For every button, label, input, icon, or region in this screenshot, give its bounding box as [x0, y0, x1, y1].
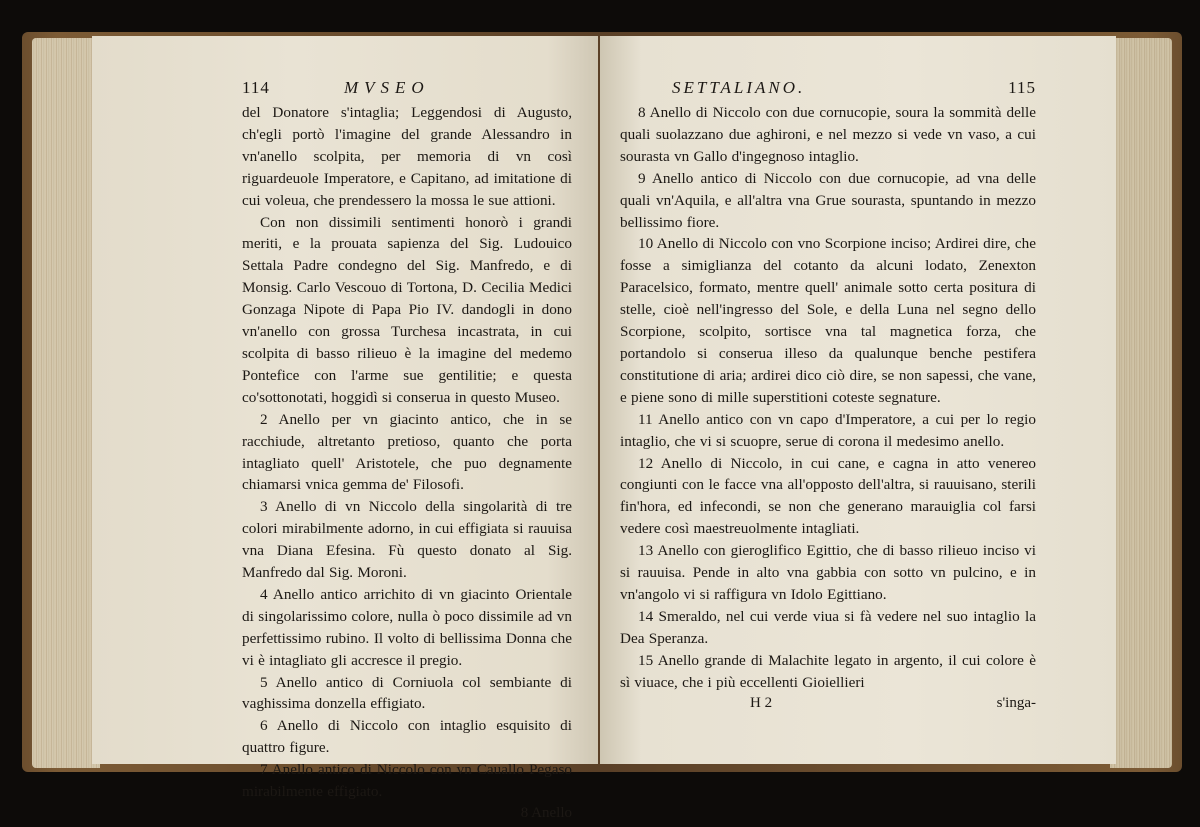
open-book [22, 28, 1182, 821]
paragraph: 7 Anello antico di Niccolo con vn Cauallo Pegaso mirabilmente effigiato. [242, 761, 572, 801]
paragraph: 9 Anello antico di Niccolo con due cornucopie, ad vna delle quali vn'Aquila, e all'altra vna Grue sourasta, spuntando in mezzo bellissimo fiore. [620, 169, 1036, 231]
right-page-number: 115 [1008, 78, 1036, 97]
paragraph: 6 Anello di Niccolo con intaglio esquisito di quattro figure. [242, 717, 572, 757]
left-running-head [242, 78, 572, 102]
right-catchword: s'inga- [996, 695, 1036, 712]
paragraph: 13 Anello con gieroglifico Egittio, che di basso rilieuo inciso vi si rauuisa. Pende in alto vna gabbia con sotto vn pulcino, e in vn'angolo vi si raffigura vn Idolo Egittiano. [620, 542, 1036, 603]
signature-mark: H 2 [750, 695, 773, 712]
left-body-text [242, 102, 572, 803]
paragraph: 8 Anello di Niccolo con due cornucopie, soura la sommità delle quali suolazzano due aghironi, e nel mezzo si vede vn vaso, a cui sourasta vn Gallo d'ingegnoso intaglio. [620, 104, 1036, 165]
paragraph: 14 Smeraldo, nel cui verde viua si fà vedere nel suo intaglio la Dea Speranza. [620, 607, 1036, 647]
paragraph: 5 Anello antico di Corniuola col sembiante di vaghissima donzella effigiato. [242, 673, 572, 713]
paragraph: 12 Anello di Niccolo, in cui cane, e cagna in atto venereo congiunti con le facce vna all'opposto dell'altra, si rauuisano, sterili fin'hora, ed infecondi, se non che generano marauiglia col farsi vedere così maestreuolmente intagliati. [620, 454, 1036, 538]
paragraph: 4 Anello antico arrichito di vn giacinto Orientale di singolarissimo colore, nulla ò poco dissimile ad vn perfettissimo rubino. Il volto di bellissima Donna che vi è intagliato gli accresce il pregio. [242, 585, 572, 669]
page-edges-right [1110, 38, 1172, 768]
paragraph: 3 Anello di vn Niccolo della singolarità di tre colori mirabilmente adorno, in cui effigiata si rauuisa vna Diana Efesina. Fù questo donato al Sig. Manfredo dal Sig. Moroni. [242, 498, 572, 582]
right-running-title: SETTALIANO. [672, 78, 806, 97]
paragraph: 2 Anello per vn giacinto antico, che in se racchiude, altretanto pretioso, quanto che porta intagliato quell' Aristotele, che puo degnamente chiamarsi vnica gemma de' Filosofi. [242, 410, 572, 494]
right-body-text [620, 102, 1036, 693]
paragraph: 10 Anello di Niccolo con vno Scorpione inciso; Ardirei dire, che fosse a simiglianza del cotanto da alcuni lodato, Zenexton Paracelsico, formato, mentre quell' animale sotto certa positura di stelle, cioè nell'ingresso del Sole, e della Luna nel segno dello Scorpione, scolpito, sortisce vna tal magnetica forza, che portandolo si conserua illeso da qualunque benche pestifera constitutione di aria; ardirei dico ciò dire, se non sapessi, che vane, e piene sono di mille superstitioni coteste segnature. [620, 235, 1036, 406]
left-running-title: MVSEO [344, 78, 430, 97]
right-page [600, 36, 1116, 764]
left-page [92, 36, 598, 821]
paragraph: Con non dissimili sentimenti honorò i grandi meriti, e la prouata sapienza del Sig. Ludouico Settala Padre condegno del Sig. Manfredo, e di Monsig. Carlo Vescouo di Tortona, D. Cecilia Medici Gonzaga Nipote di Papa Pio IV. dandogli in dono vn'anello con grossa Turchesa incastrata, in cui scolpita di basso rilieuo è la imagine del medemo Pontefice con l'arme sue gentilitie; e questa co'sottonotati, hoggidì si conserua in questo Museo. [242, 213, 572, 406]
right-footer [620, 695, 1036, 717]
paragraph: del Donatore s'intaglia; Leggendosi di Augusto, ch'egli portò l'imagine del grande Alessandro in vn'anello scolpita, per memoria di vn così riguardeuole Imperatore, e Capitano, ad imitatione di cui voleua, che prendessero la mossa le sue attioni. [242, 104, 572, 209]
left-catchword: 8 Anello [520, 805, 572, 821]
paragraph: 11 Anello antico con vn capo d'Imperatore, a cui per lo regio intaglio, che vi si scuopre, serue di corona il medesimo anello. [620, 410, 1036, 450]
left-footer [242, 805, 572, 827]
page-edges-left [32, 38, 100, 768]
right-running-head [620, 78, 1036, 102]
left-page-number: 114 [242, 78, 270, 97]
paragraph: 15 Anello grande di Malachite legato in argento, il cui colore è sì viuace, che i più eccellenti Gioiellieri [620, 651, 1036, 691]
